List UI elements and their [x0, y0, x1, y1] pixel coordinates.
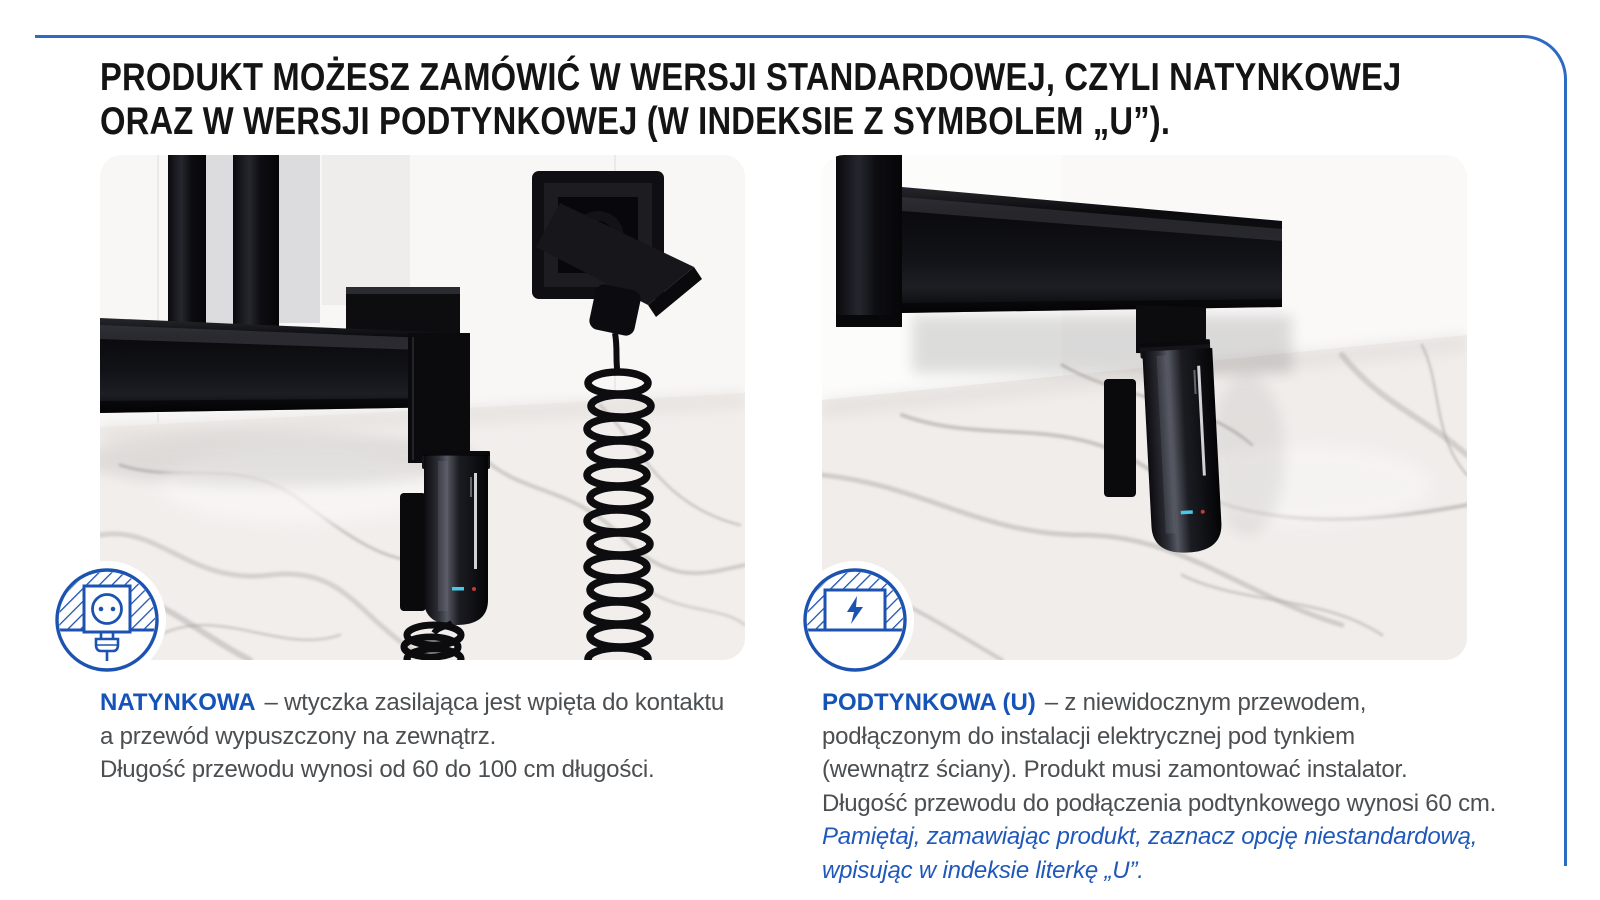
photo-natynkowa — [100, 155, 745, 660]
caption-podtynkowa-note-1: Pamiętaj, zamawiając produkt, zaznacz opcję niestandardową, — [822, 823, 1478, 850]
flush-wiring-icon — [795, 560, 915, 680]
caption-natynkowa-line-2: a przewód wypuszczony na zewnątrz. — [100, 722, 497, 750]
caption-natynkowa-line-3: Długość przewodu wynosi od 60 do 100 cm długości. — [100, 756, 655, 783]
caption-podtynkowa-label: PODTYNKOWA (U) — [822, 689, 1036, 716]
photo-podtynkowa — [822, 155, 1467, 660]
caption-natynkowa-label: NATYNKOWA — [100, 689, 256, 716]
caption-podtynkowa-line-2: podłączonym do instalacji elektrycznej pod tynkiem — [822, 722, 1355, 750]
photo-podtynkowa-illustration — [822, 155, 1467, 660]
page-title-line-1: PRODUKT MOŻESZ ZAMÓWIĆ W WERSJI STANDARDOWEJ, CZYLI NATYNKOWEJ — [100, 56, 1402, 99]
caption-podtynkowa-line-3: (wewnątrz ściany). Produkt musi zamontować instalator. — [822, 756, 1408, 783]
caption-natynkowa — [100, 686, 790, 787]
caption-podtynkowa-line-1: – z niewidocznym przewodem, — [1044, 689, 1367, 716]
caption-podtynkowa-line-4: Długość przewodu do podłączenia podtynkowego wynosi 60 cm. — [822, 789, 1497, 817]
caption-podtynkowa — [822, 686, 1522, 887]
photo-natynkowa-illustration — [100, 155, 745, 660]
caption-natynkowa-line-1: – wtyczka zasilająca jest wpięta do kontaktu — [264, 689, 724, 716]
page-title — [100, 56, 1401, 144]
caption-podtynkowa-note-2: wpisując w indeksie literkę „U”. — [822, 856, 1144, 884]
socket-plug-icon — [47, 560, 167, 680]
page-title-line-2: ORAZ W WERSJI PODTYNKOWEJ (W INDEKSIE Z SYMBOLEM „U”). — [100, 100, 1171, 143]
